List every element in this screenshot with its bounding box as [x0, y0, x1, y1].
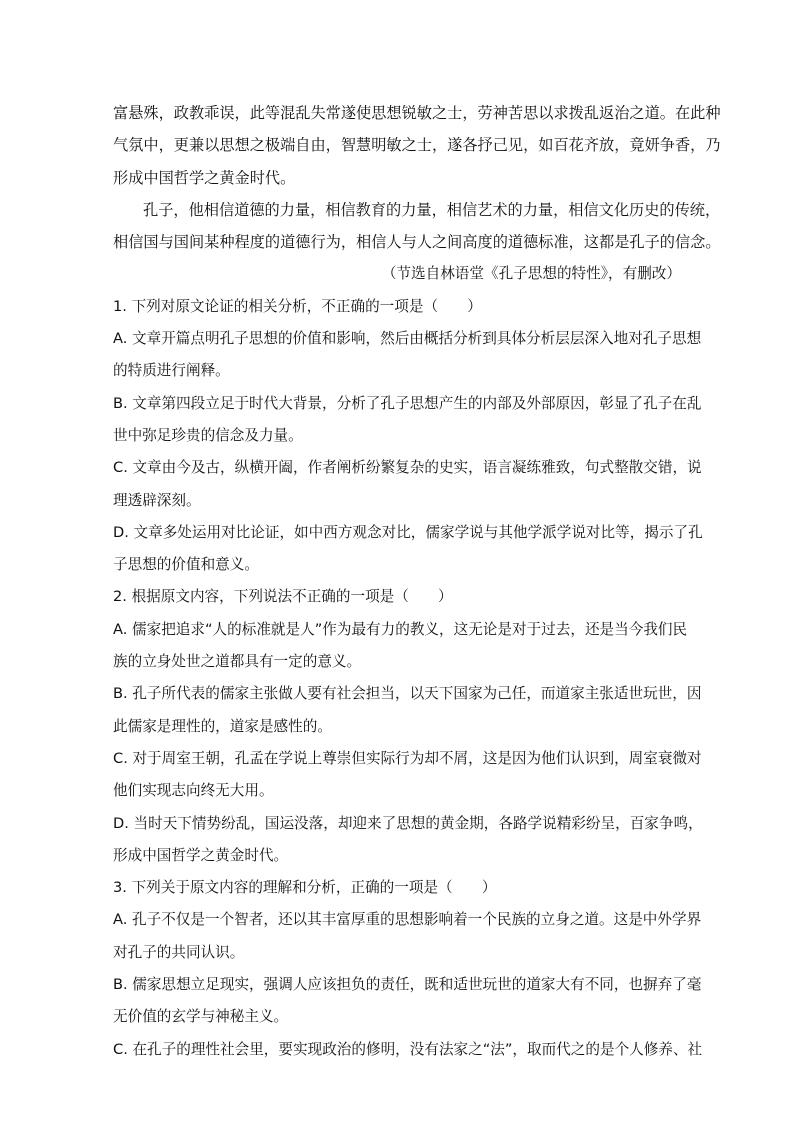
option-line: 世中弥足珍贵的信念及力量。 — [113, 426, 303, 444]
option-line: 无价值的玄学与神秘主义。 — [113, 1008, 289, 1026]
source-citation: （节选自林语堂《孔子思想的特性》，有删改） — [381, 265, 681, 283]
passage-line: 孔子，他相信道德的力量，相信教育的力量，相信艺术的力量，相信文化历史的传统， — [143, 200, 721, 219]
option-line: D. 当时天下情势纷乱，国运没落，却迎来了思想的黄金期，各路学说精彩纷呈，百家争鸣， — [113, 814, 703, 832]
option-line: 此儒家是理性的，道家是感性的。 — [113, 717, 332, 735]
option-line: B. 文章第四段立足于时代大背景，分析了孔子思想产生的内部及外部原因，彰显了孔子在乱 — [113, 394, 702, 412]
option-line: B. 孔子所代表的儒家主张做人要有社会担当，以天下国家为己任，而道家主张适世玩世，因 — [113, 685, 702, 703]
question-stem: 3. 下列关于原文内容的理解和分析，正确的一项是（ ） — [113, 879, 497, 897]
passage-line: 气氛中，更兼以思想之极端自由，智慧明敏之士，遂各抒己见，如百花齐放，竟妍争香，乃 — [113, 136, 721, 155]
question-stem: 2. 根据原文内容，下列说法不正确的一项是（ ） — [113, 588, 453, 606]
passage-line: 富悬殊，政教乖误，此等混乱失常遂使思想锐敏之士，劳神苦思以求拨乱返治之道。在此种 — [113, 104, 721, 122]
option-line: C. 文章由今及古，纵横开阖，作者阐析纷繁复杂的史实，语言凝练雅致，句式整散交错，说 — [113, 459, 702, 477]
question-stem: 1. 下列对原文论证的相关分析，不正确的一项是（ ） — [113, 297, 482, 315]
document-page — [113, 97, 721, 1066]
option-line: 对孔子的共同认识。 — [113, 943, 245, 961]
option-line: 族的立身处世之道都具有一定的意义。 — [113, 653, 362, 671]
option-line: 理透辟深刻。 — [113, 491, 201, 509]
option-line: B. 儒家思想立足现实，强调人应该担负的责任，既和适世玩世的道家大有不同，也摒弃了毫 — [113, 976, 702, 994]
option-line: 形成中国哲学之黄金时代。 — [113, 846, 289, 864]
option-line: C. 在孔子的理性社会里，要实现政治的修明，没有法家之“法”，取而代之的是个人修养、社 — [113, 1040, 703, 1058]
option-line: A. 文章开篇点明孔子思想的价值和影响，然后由概括分析到具体分析层层深入地对孔子思想 — [113, 330, 702, 348]
passage-line: 相信国与国间某种程度的道德行为，相信人与人之间高度的道德标准，这都是孔子的信念。 — [113, 233, 721, 252]
option-line: D. 文章多处运用对比论证，如中西方观念对比，儒家学说与其他学派学说对比等，揭示了孔 — [113, 523, 703, 541]
option-line: 子思想的价值和意义。 — [113, 556, 259, 574]
option-line: C. 对于周室王朝，孔孟在学说上尊崇但实际行为却不屑，这是因为他们认识到，周室衰微对 — [113, 749, 702, 767]
option-line: 的特质进行阐释。 — [113, 362, 230, 380]
option-line: A. 儒家把追求“人的标准就是人”作为最有力的教义，这无论是对于过去，还是当今我们民 — [113, 620, 688, 638]
passage-line: 形成中国哲学之黄金时代。 — [113, 168, 296, 187]
option-line: A. 孔子不仅是一个智者，还以其丰富厚重的思想影响着一个民族的立身之道。这是中外学界 — [113, 911, 702, 929]
option-line: 他们实现志向终无大用。 — [113, 782, 274, 800]
